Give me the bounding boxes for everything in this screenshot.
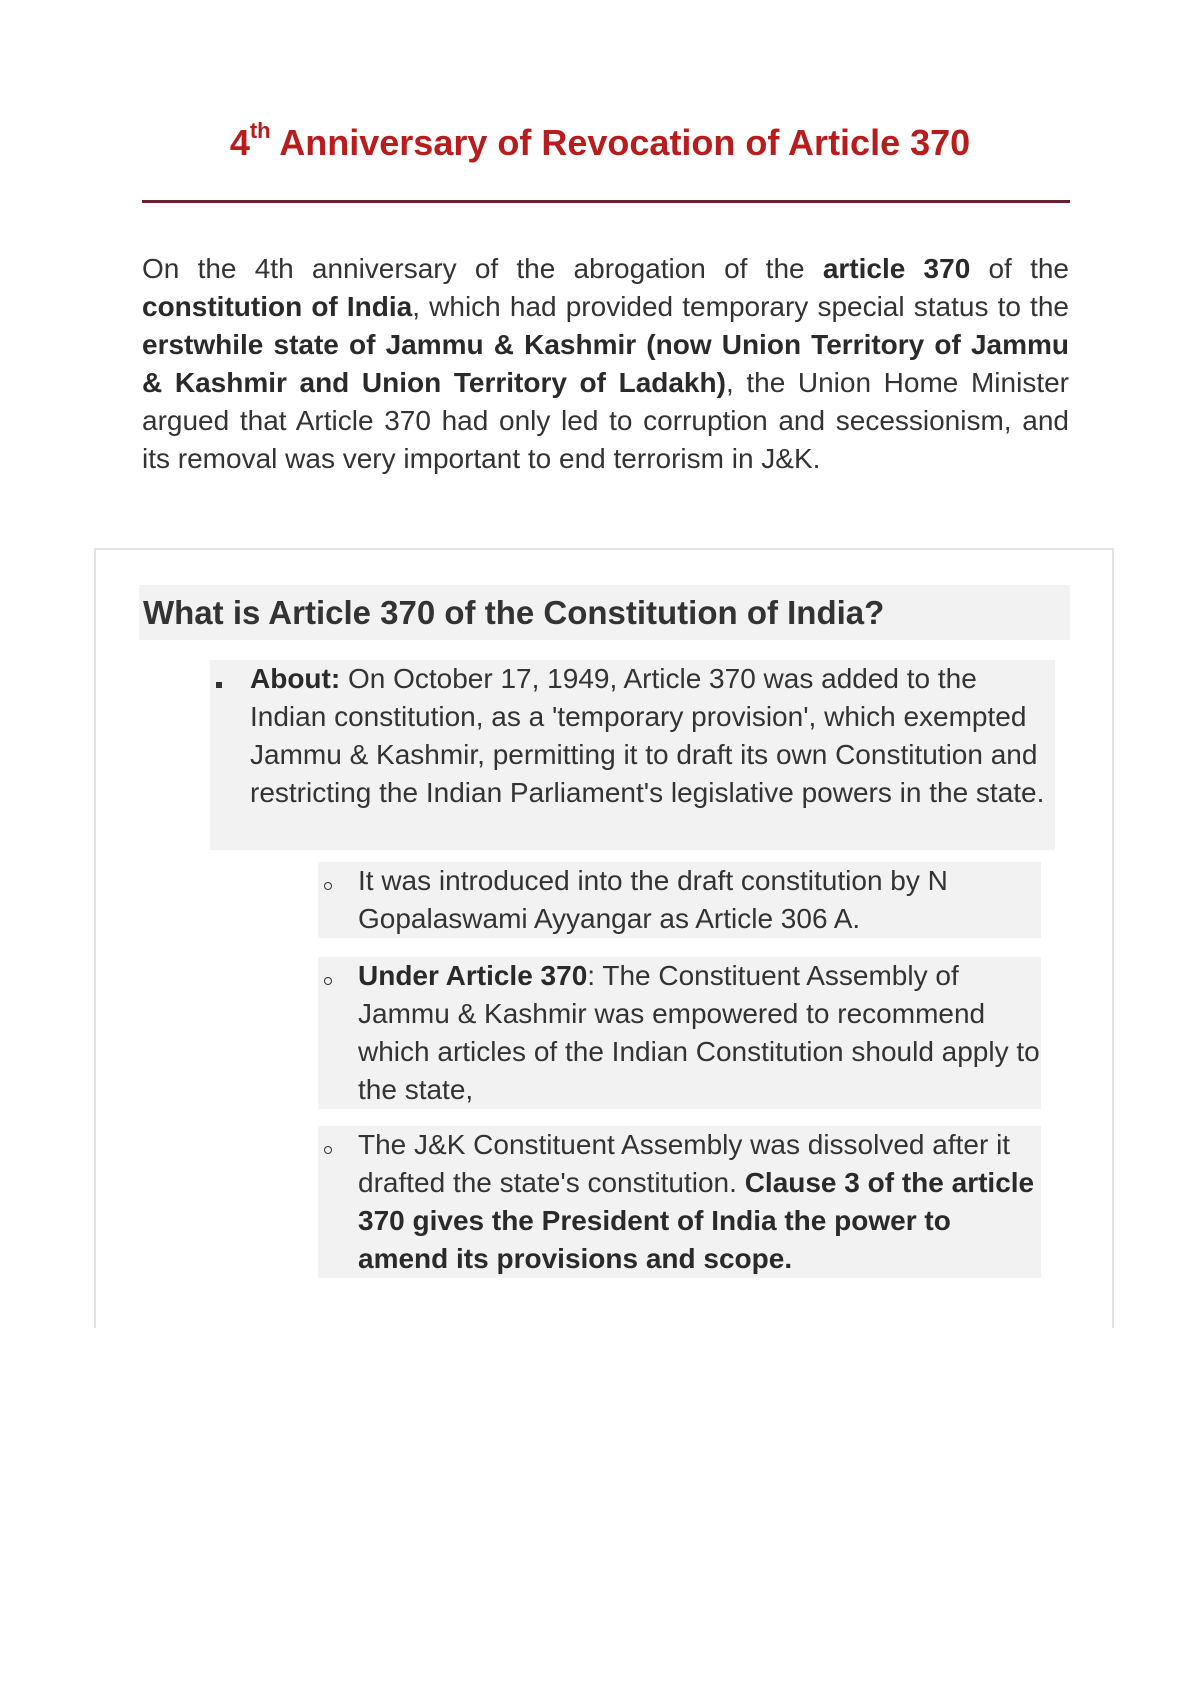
about-label: About: <box>250 663 341 694</box>
intro-text-1: On the 4th anniversary of the abrogation of the <box>142 253 823 284</box>
square-bullet-icon <box>216 682 222 688</box>
sub-list-item-introduced <box>318 862 1041 938</box>
sub-item-body: : The Constituent Assembly of Jammu & Kashmir was empowered to recommend which articles of the Indian Constitution should apply to the state, <box>358 960 1040 1105</box>
circle-bullet-icon <box>324 1146 332 1154</box>
title-ordinal-suffix: th <box>249 118 271 143</box>
circle-bullet-icon <box>324 977 332 985</box>
sub-list-item-dissolved <box>318 1126 1041 1278</box>
intro-bold-state: erstwhile state of Jammu & Kashmir (now Union Territory of Jammu & Kashmir and Union Territory of Ladakh) <box>142 329 1069 398</box>
intro-text-3: , which had provided temporary special status to the <box>412 291 1069 322</box>
about-body: On October 17, 1949, Article 370 was added to the Indian constitution, as a 'temporary provision', which exempted Jammu & Kashmir, permitting it to draft its own Constitution and restricting the Indian Parliament's legislative powers in the state. <box>250 663 1045 808</box>
sub-item-body: The J&K Constituent Assembly was dissolved after it drafted the state's constitution. <box>358 1129 1011 1198</box>
sub-list-item-under-article <box>318 957 1041 1109</box>
sub-item-text <box>358 1126 1043 1278</box>
intro-text-2: of the <box>970 253 1069 284</box>
title-number: 4 <box>229 122 250 163</box>
about-text <box>250 660 1050 812</box>
sub-item-bold-tail: Clause 3 of the article 370 gives the President of India the power to amend its provisions and scope. <box>358 1167 1035 1274</box>
title-divider <box>142 200 1070 203</box>
circle-bullet-icon <box>324 882 332 890</box>
sub-item-text <box>358 957 1043 1109</box>
title-text: Anniversary of Revocation of Article 370 <box>270 122 971 163</box>
list-item-about <box>210 660 1055 850</box>
page-title <box>0 118 1200 164</box>
intro-bold-article: article 370 <box>822 253 971 284</box>
sub-item-text: It was introduced into the draft constitution by N Gopalaswami Ayyangar as Article 306 A. <box>358 865 948 934</box>
sub-item-label: Under Article 370 <box>358 960 588 991</box>
intro-paragraph <box>142 250 1069 478</box>
intro-text-4: , the Union Home Minister argued that Article 370 had only led to corruption and secessionism, and its removal was very important to end terrorism in J&K. <box>142 367 1069 474</box>
section-heading: What is Article 370 of the Constitution of India? <box>139 585 1070 640</box>
intro-bold-constitution: constitution of India <box>142 291 413 322</box>
